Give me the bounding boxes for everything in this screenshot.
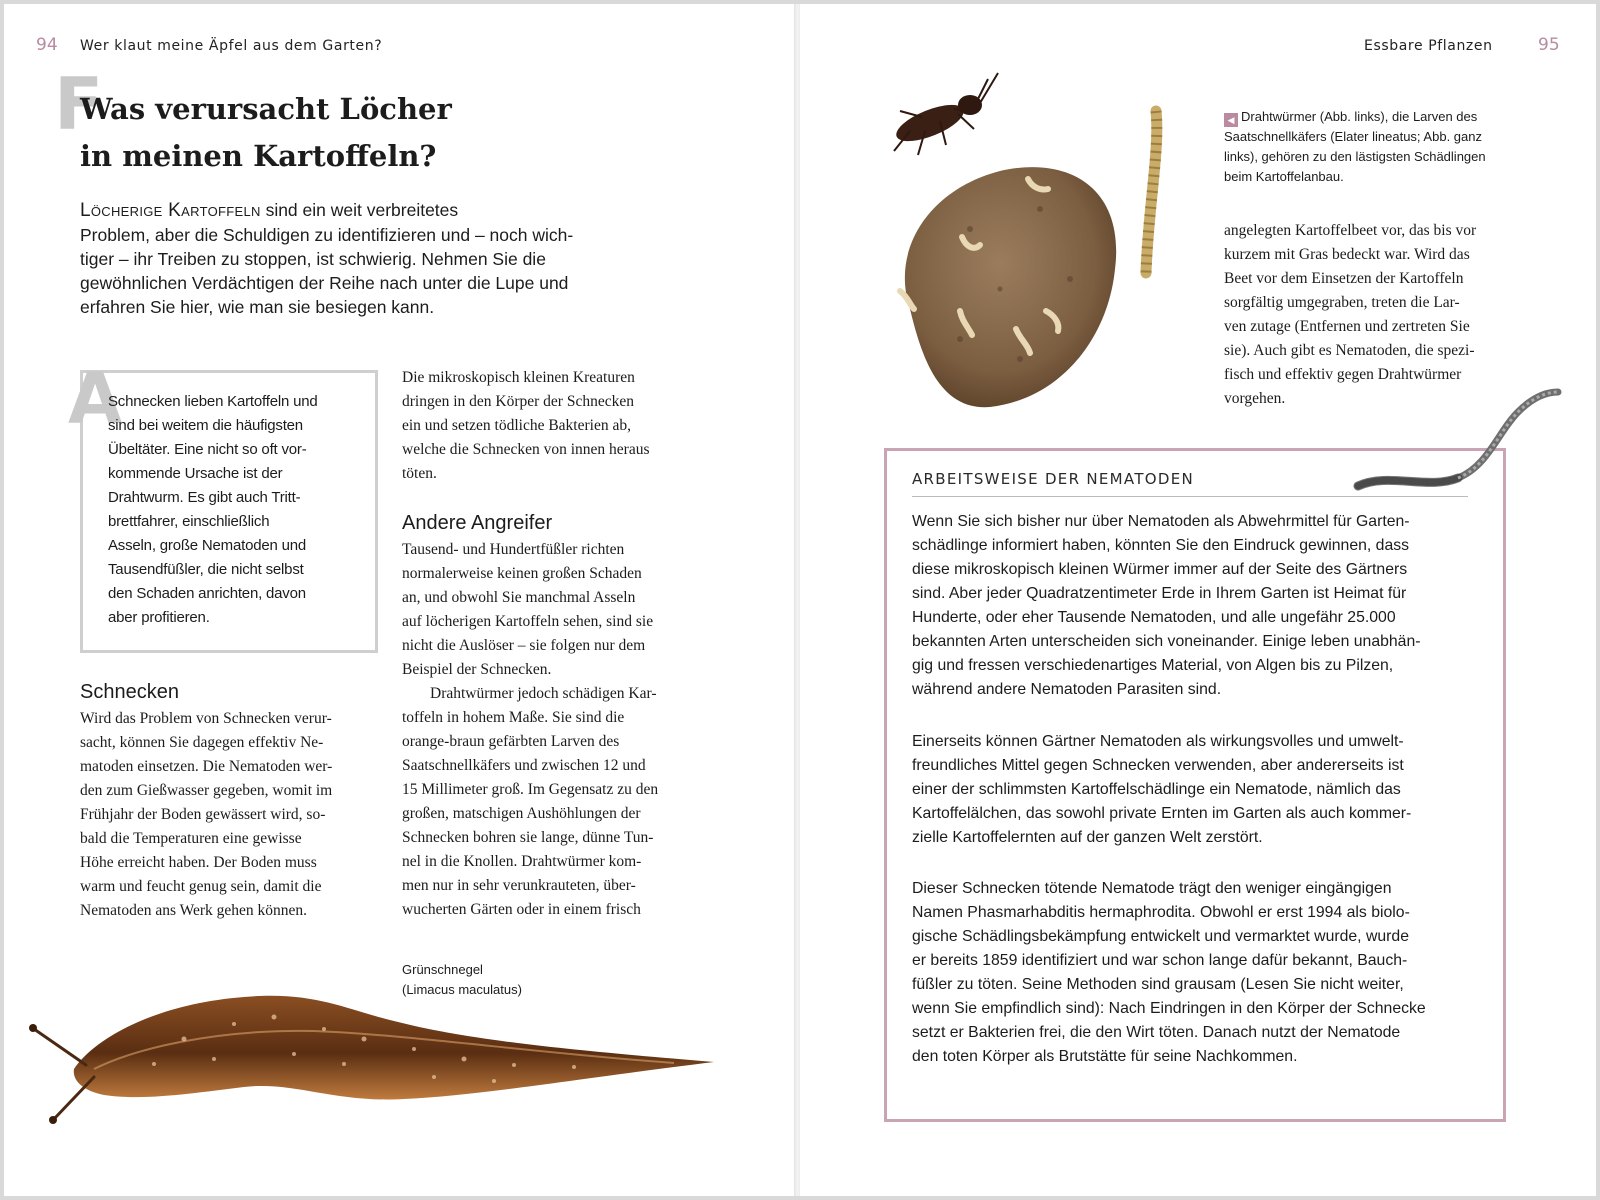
heading-andere-angreifer: Andere Angreifer [402,512,553,534]
andere-text [402,538,712,682]
answer-line: Tausendfüßler, die nicht selbst [108,561,304,578]
body-line: 15 Millimeter groß. Im Gegensatz zu den [402,781,659,798]
caption-line: links), gehören zu den lästigsten Schädlingen [1224,149,1486,164]
body-line: Nematoden ans Werk gehen können. [80,902,308,919]
body-line: vorgehen. [1224,390,1286,407]
body-line: auf löcherigen Kartoffeln sehen, sind sie [402,613,654,630]
body-line: kurzem mit Gras bedeckt war. Wird das [1224,246,1470,263]
body-line: nicht die Auslöser – sie folgen nur dem [402,637,646,654]
nematode-box-heading: ARBEITSWEISE DER NEMATODEN [912,470,1195,488]
answer-line: kommende Ursache ist der [108,465,283,482]
answer-line: Drahtwurm. Es gibt auch Tritt- [108,489,301,506]
box-line: freundliches Mittel gegen Schnecken verwenden, aber andererseits ist [912,757,1404,774]
running-head-left: Wer klaut meine Äpfel aus dem Garten? [80,38,383,54]
box-line: Kartoffelälchen, das sowohl private Ernten im Garten als auch kommer- [912,805,1412,822]
box-line: Namen Phasmarhabditis hermaphrodita. Obwohl er erst 1994 als biolo- [912,904,1410,921]
answer-line: Asseln, große Nematoden und [108,537,307,554]
body-line: wucherten Gärten oder in einem frisch [402,901,641,918]
box-line: diese mikroskopisch kleinen Würmer immer auf der Seite des Gärtners [912,561,1408,578]
slug-illustration [14,969,734,1149]
caption-line: Drahtwürmer (Abb. links), die Larven des [1241,109,1478,124]
box-line: sind. Aber jeder Quadratzentimeter Erde in Ihrem Garten ist Heimat für [912,585,1407,602]
body-line: normalerweise keinen großen Schaden [402,565,642,582]
intro-line: gewöhnlichen Verdächtigen der Reihe nach unter die Lupe und [80,273,569,293]
body-line: fisch und effektiv gegen Drahtwürmer [1224,366,1462,383]
body-line: angelegten Kartoffelbeet vor, das bis vor [1224,222,1477,239]
body-line: men nur in sehr verunkrauteten, über- [402,877,636,894]
body-line: an, und obwohl Sie manchmal Asseln [402,589,636,606]
intro-paragraph [80,198,620,319]
body-line: nel in die Knollen. Drahtwürmer kom- [402,853,642,870]
title-line-1: Was verursacht Löcher [80,92,452,126]
box-line: Hunderte, oder eher Tausende Nematoden, und alle ungefähr 25.000 [912,609,1396,626]
body-line: sacht, können Sie dagegen effektiv Ne- [80,734,324,751]
heading-schnecken: Schnecken [80,681,179,703]
body-line: großen, matschigen Aushöhlungen der [402,805,641,822]
drop-letter-f: F [54,62,104,146]
body-line: Wird das Problem von Schnecken verur- [80,710,332,727]
intro-line: tiger – ihr Treiben zu stoppen, ist schwierig. Nehmen Sie die [80,249,546,269]
answer-text [108,390,370,630]
box-line: er bereits 1859 identifiziert und war schon lange dafür bekannt, Bauch- [912,952,1408,969]
box-line: zielle Kartoffelernten auf der ganzen Welt zerstört. [912,829,1263,846]
wireworm-caption [1224,107,1534,187]
answer-line: aber profitieren. [108,609,210,626]
drop-letter-a: A [68,358,123,440]
intro-line: Problem, aber die Schuldigen zu identifizieren und – noch wich- [80,225,574,245]
body-line: orange-braun gefärbten Larven des [402,733,620,750]
running-head-right: Essbare Pflanzen [1364,38,1493,54]
caption-arrow-icon: ◀ [1224,113,1238,127]
caption-line: Saatschnellkäfers (Elater lineatus; Abb. ganz [1224,129,1482,144]
intro-line: sind ein weit verbreitetes [265,200,459,220]
drahtwuermer-text [402,682,712,922]
box-line: setzt er Bakterien frei, die den Wirt töten. Danach nutzt der Nematode [912,1024,1401,1041]
body-line: bald die Temperaturen eine gewisse [80,830,302,847]
intro-line: erfahren Sie hier, wie man sie besiegen kann. [80,297,435,317]
box-line: Wenn Sie sich bisher nur über Nematoden als Abwehrmittel für Garten- [912,513,1410,530]
column-2-top [402,366,712,486]
wireworm-illustration [870,59,1200,419]
intro-lead: Löcherige Kartoffeln [80,200,261,221]
potato-icon [900,167,1116,407]
body-line: ven zutage (Entfernen und zertreten Sie [1224,318,1470,335]
nematode-illustration [1348,382,1568,502]
box-line: Einerseits können Gärtner Nematoden als wirkungsvolles und umwelt- [912,733,1404,750]
box-line: gig und fressen verschiedenartiges Material, von Algen bis zu Pilzen, [912,657,1394,674]
caption-line: (Limacus maculatus) [402,982,522,997]
box-line: Dieser Schnecken tötende Nematode trägt den weniger eingängigen [912,880,1392,897]
wireworm-icon [1146,111,1157,273]
nematode-paragraph-3 [912,877,1482,1069]
heading-rule [912,496,1468,497]
box-line: füßler zu töten. Seine Methoden sind grausam (Lesen Sie nicht weiter, [912,976,1404,993]
body-line: matoden einsetzen. Die Nematoden wer- [80,758,333,775]
answer-line: den Schaden anrichten, davon [108,585,306,602]
body-line: ein und setzen tödliche Bakterien ab, [402,417,631,434]
body-line: warm und feucht genug sein, damit die [80,878,322,895]
box-line: gische Schädlingsbekämpfung entwickelt und vermarktet wurde, wurde [912,928,1409,945]
box-line: den toten Körper als Brutstätte für seine Nachkommen. [912,1048,1298,1065]
page-number-right: 95 [1538,35,1560,55]
right-page [800,4,1596,1196]
answer-line: brettfahrer, einschließlich [108,513,270,530]
caption-line: beim Kartoffelanbau. [1224,169,1344,184]
page-title [80,86,452,180]
body-line: Tausend- und Hundertfüßler richten [402,541,625,558]
answer-line: Schnecken lieben Kartoffeln und [108,393,318,410]
body-line: toffeln in hohem Maße. Sie sind die [402,709,625,726]
answer-line: sind bei weitem die häufigsten [108,417,303,434]
caption-line: Grünschnegel [402,962,483,977]
nematode-paragraph-1 [912,510,1482,702]
box-line: einer der schlimmsten Kartoffelschädlinge ein Nematode, nämlich das [912,781,1401,798]
left-page [4,4,794,1196]
box-line: schädlinge informiert haben, könnten Sie den Eindruck gewinnen, dass [912,537,1410,554]
answer-line: Übeltäter. Eine nicht so oft vor- [108,441,307,458]
body-line: Beispiel der Schnecken. [402,661,552,678]
title-line-2: in meinen Kartoffeln? [80,139,437,173]
body-line: Die mikroskopisch kleinen Kreaturen [402,369,635,386]
nematode-paragraph-2 [912,730,1482,850]
box-line: bekannten Arten unterscheiden sich voneinander. Einige leben unabhän- [912,633,1421,650]
body-line: Drahtwürmer jedoch schädigen Kar- [430,685,657,702]
page-number-left: 94 [36,35,58,55]
body-line: sie). Auch gibt es Nematoden, die spezi- [1224,342,1475,359]
body-line: töten. [402,465,437,482]
body-line: sorgfältig umgegraben, treten die Lar- [1224,294,1460,311]
body-line: Höhe erreicht haben. Der Boden muss [80,854,317,871]
body-line: Beet vor dem Einsetzen der Kartoffeln [1224,270,1464,287]
schnecken-text [80,707,380,923]
body-line: Saatschnellkäfers und zwischen 12 und [402,757,646,774]
beetle-icon [892,73,998,155]
box-line: während andere Nematoden Parasiten sind. [912,681,1222,698]
box-line: wenn Sie empfindlich sind): Nach Eindringen in den Körper der Schnecke [912,1000,1426,1017]
body-line: Frühjahr der Boden gewässert wird, so- [80,806,326,823]
body-line: dringen in den Körper der Schnecken [402,393,634,410]
body-line: Schnecken bohren sie lange, dünne Tun- [402,829,654,846]
body-line: welche die Schnecken von innen heraus [402,441,650,458]
body-line: den zum Gießwasser gegeben, womit im [80,782,333,799]
